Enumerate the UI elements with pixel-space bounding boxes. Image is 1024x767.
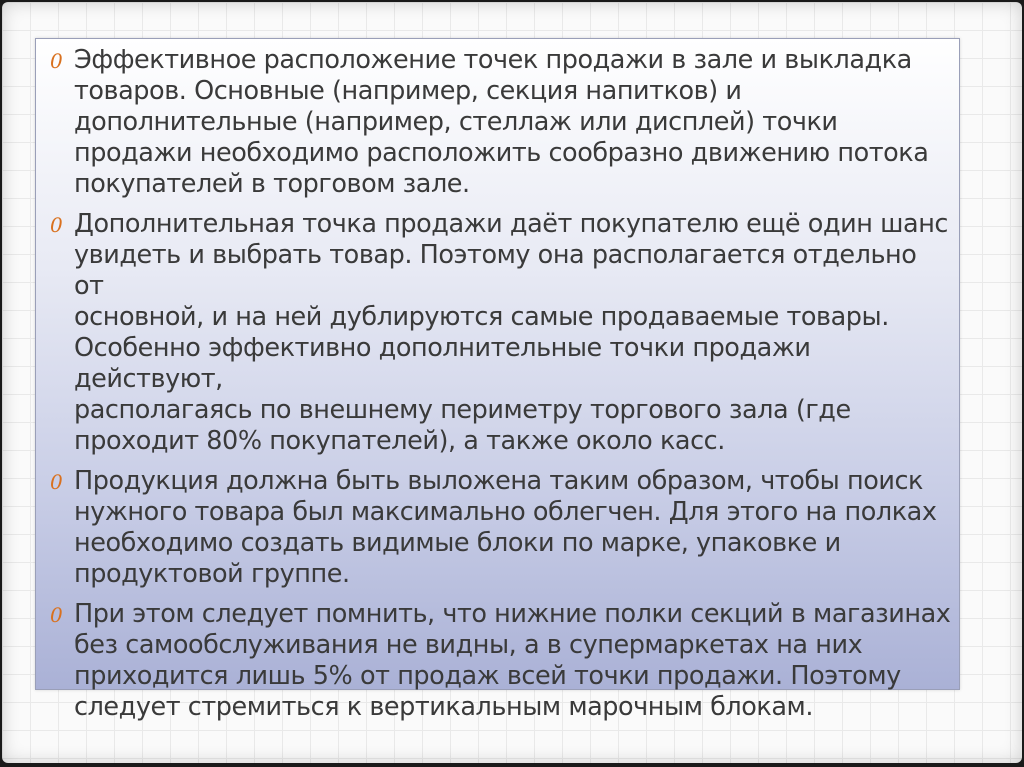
bullet-text: Продукция должна быть выложена таким образом, чтобы поиск нужного товара был максимально облегчен. Для этого на полках необходимо создать видимые блоки по марке, упаковке и продуктовой группе. [74,466,937,589]
bullet-marker-icon: 0 [50,49,63,73]
bullet-item [48,599,953,723]
slide-page [2,2,1022,763]
bullet-text: Дополнительная точка продажи даёт покупателю ещё один шанс увидеть и выбрать товар. Поэтому она располагается отдельно от основной, и на ней дублируются самые продаваемые товары. Особенно эффективно дополнительные точки продажи действуют, располагаясь по внешнему периметру торгового зала (где проходит 80% покупателей), а также около касс. [74,209,948,456]
bullet-list [48,45,953,732]
content-box [35,38,960,722]
bullet-marker-icon: 0 [50,470,63,494]
bullet-item [48,45,953,200]
slide-bottom-edge [0,763,1024,767]
bullet-item [48,209,953,457]
bullet-text: Эффективное расположение точек продажи в зале и выкладка товаров. Основные (например, секция напитков) и дополнительные (например, стеллаж или дисплей) точки продажи необходимо расположить сообразно движению потока покупателей в торговом зале. [74,45,929,199]
bullet-text: При этом следует помнить, что нижние полки секций в магазинах без самообслуживания не видны, а в супермаркетах на них приходится лишь 5% от продаж всей точки продажи. Поэтому следует стремиться к вертикальным марочным блокам. [74,599,951,722]
bullet-item [48,466,953,590]
bullet-marker-icon: 0 [50,603,63,627]
bullet-marker-icon: 0 [50,213,63,237]
